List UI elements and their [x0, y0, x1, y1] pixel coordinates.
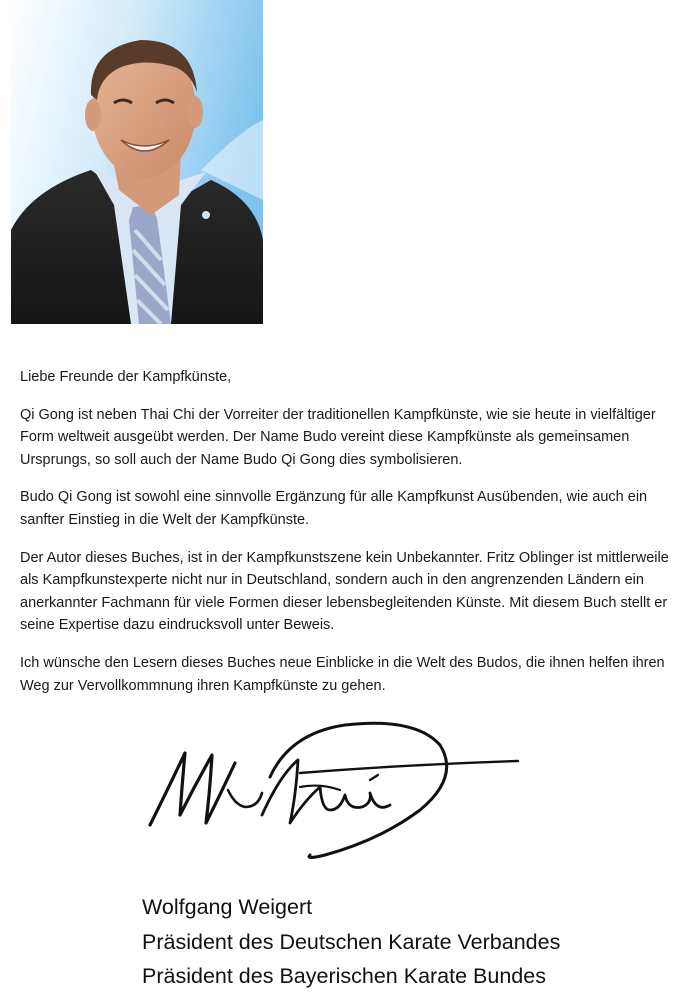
letter-paragraph: Budo Qi Gong ist sowohl eine sinnvolle Ergänzung für alle Kampfkunst Ausübenden, wie auch ein sanfter Einstieg in die Welt der Kampfkünste. [20, 489, 648, 528]
author-portrait-photo [11, 0, 263, 324]
signatory-block [142, 890, 560, 994]
handwritten-signature [140, 715, 530, 865]
foreword-letter [20, 366, 680, 712]
letter-paragraph: Qi Gong ist neben Thai Chi der Vorreiter der traditionellen Kampfkünste, wie sie heute in vielfältiger Form weltweit ausgeübt werden. Der Name Budo vereint diese Kampfkünste als gemeinsamen Ursprungs, so soll auch der Name Budo Qi Gong dies symbolisieren. [20, 406, 656, 468]
signatory-title: Präsident des Bayerischen Karate Bundes [142, 964, 546, 988]
letter-paragraph: Der Autor dieses Buches, ist in der Kampfkunstszene kein Unbekannter. Fritz Oblinger ist mittlerweile als Kampfkunstexperte nicht nur in Deutschland, sondern auch in den angrenzenden Ländern ein anerkannter Fachmann für viele Formen dieser lebensbegleitenden Künste. Mit diesem Buch stellt er seine Expertise dazu eindrucksvoll unter Beweis. [20, 549, 669, 634]
letter-paragraph: Ich wünsche den Lesern dieses Buches neue Einblicke in die Welt des Budos, die ihnen helfen ihren Weg zur Vervollkommnung ihren Kampfkünste zu gehen. [20, 654, 665, 694]
signatory-name: Wolfgang Weigert [142, 895, 313, 919]
letter-greeting: Liebe Freunde der Kampfkünste, [20, 369, 232, 385]
signatory-title: Präsident des Deutschen Karate Verbandes [142, 929, 561, 954]
